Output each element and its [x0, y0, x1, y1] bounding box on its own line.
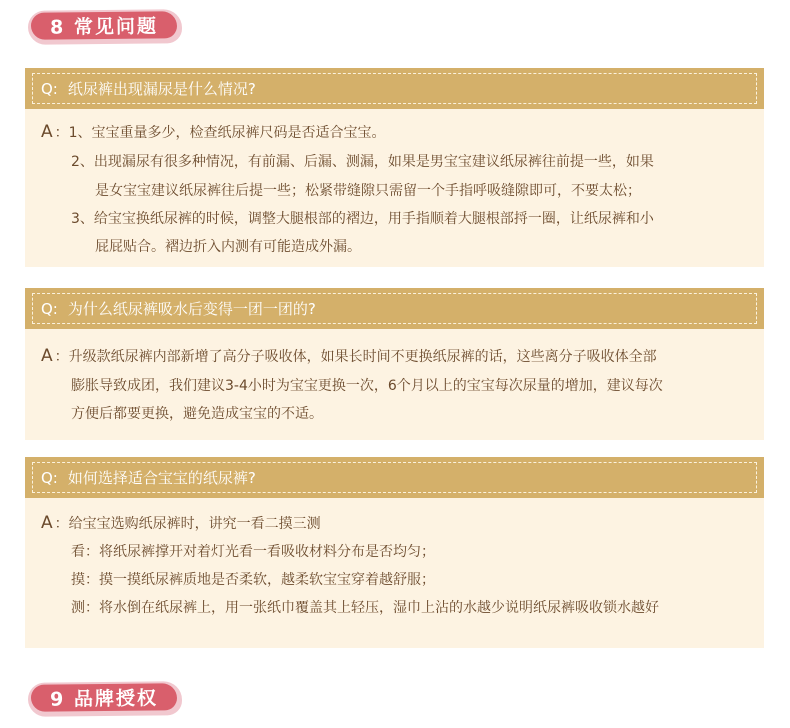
answer-line: 2、出现漏尿有很多种情况，有前漏、后漏、测漏，如果是男宝宝建议纸尿裤往前提一些，如果 — [71, 154, 654, 170]
answer-mark: A — [41, 346, 53, 366]
answer-line: 3、给宝宝换纸尿裤的时候，调整大腿根部的褶边，用手指顺着大腿根部捋一圈，让纸尿裤和小 — [71, 211, 654, 227]
answer-block — [25, 109, 764, 267]
section-tag-brand-authorization-label: 9 品牌授权 — [31, 683, 177, 712]
answer-line: 测：将水倒在纸尿裤上，用一张纸巾覆盖其上轻压，湿巾上沾的水越少说明纸尿裤吸收锁水越好 — [71, 600, 659, 616]
question-mark: Q: — [41, 299, 58, 318]
question-mark: Q: — [41, 79, 58, 98]
answer-line: 摸：摸一摸纸尿裤质地是否柔软，越柔软宝宝穿着越舒服； — [71, 572, 435, 588]
question-bar — [25, 288, 764, 329]
question-bar — [25, 68, 764, 109]
question-mark: Q: — [41, 468, 58, 487]
answer-line: 屁屁贴合。褶边折入内测有可能造成外漏。 — [95, 239, 361, 255]
section-tag-brand-authorization — [28, 681, 182, 717]
answer-block — [25, 498, 764, 648]
answer-block — [25, 329, 764, 440]
faq-item-1 — [25, 68, 764, 267]
answer-line: 方便后都要更换，避免造成宝宝的不适。 — [71, 406, 323, 422]
answer-line: ：给宝宝选购纸尿裤时，讲究一看二摸三测 — [54, 516, 321, 532]
answer-line: 看：将纸尿裤撑开对着灯光看一看吸收材料分布是否均匀； — [71, 544, 435, 560]
question-text: 为什么纸尿裤吸水后变得一团一团的? — [67, 300, 316, 318]
answer-line: ：升级款纸尿裤内部新增了高分子吸收体，如果长时间不更换纸尿裤的话，这些离分子吸收体全部 — [54, 349, 657, 365]
answer-line: 膨胀导致成团，我们建议3-4小时为宝宝更换一次，6个月以上的宝宝每次尿量的增加，建议每次 — [71, 378, 663, 394]
section-tag-faq-label: 8 常见问题 — [31, 11, 177, 40]
faq-item-3 — [25, 457, 764, 648]
answer-line: 是女宝宝建议纸尿裤往后提一些；松紧带缝隙只需留一个手指呼吸缝隙即可，不要太松； — [95, 183, 641, 199]
question-text: 如何选择适合宝宝的纸尿裤? — [67, 469, 256, 487]
answer-mark: A — [41, 513, 53, 533]
question-bar — [25, 457, 764, 498]
answer-line: ：1、宝宝重量多少，检查纸尿裤尺码是否适合宝宝。 — [54, 125, 386, 141]
answer-mark: A — [41, 122, 53, 142]
question-text: 纸尿裤出现漏尿是什么情况? — [67, 80, 256, 98]
faq-item-2 — [25, 288, 764, 440]
section-tag-faq — [28, 9, 182, 45]
